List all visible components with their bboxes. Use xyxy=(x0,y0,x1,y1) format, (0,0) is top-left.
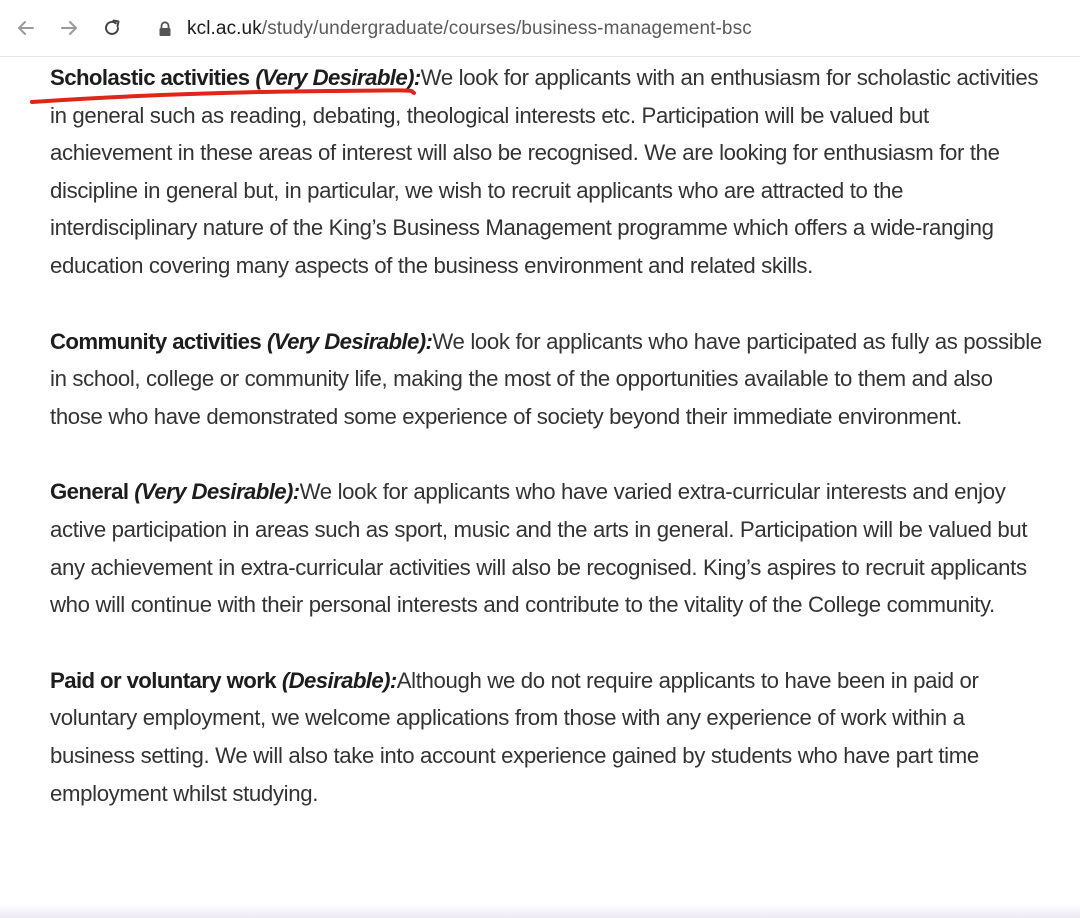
url-host: kcl.ac.uk xyxy=(187,18,262,39)
section-qualifier: (Very Desirable): xyxy=(267,328,433,354)
bottom-edge xyxy=(0,904,1080,918)
section-scholastic xyxy=(50,59,1045,285)
url-path: /study/undergraduate/courses/business-management-bsc xyxy=(261,18,752,39)
section-qualifier: (Very Desirable): xyxy=(134,479,300,505)
section-qualifier: (Desirable): xyxy=(281,667,397,693)
forward-button[interactable] xyxy=(57,16,81,40)
section-body: We look for applicants who have varied extra-curricular interests and enjoy active participation in areas such as sport, music and the arts in general. Participation will be valued but any achievement in extra-curricular activities will also be recognised. King’s aspires to recruit applicants who will continue with their personal interests and contribute to the vitality of the College community. xyxy=(50,479,1028,618)
section-heading: Paid or voluntary work xyxy=(50,667,276,693)
arrow-left-icon xyxy=(15,17,37,39)
section-community xyxy=(50,323,1045,436)
section-heading: Scholastic activities xyxy=(50,65,250,90)
page-content xyxy=(50,59,1045,850)
section-general xyxy=(50,473,1045,623)
arrow-right-icon xyxy=(58,17,80,39)
section-qualifier: (Very Desirable): xyxy=(255,65,421,90)
lock-icon[interactable] xyxy=(158,21,172,37)
section-paid-work xyxy=(50,662,1045,812)
back-button[interactable] xyxy=(14,16,38,40)
section-heading: General xyxy=(50,479,129,505)
reload-icon xyxy=(101,17,123,39)
section-heading: Community activities xyxy=(50,328,262,354)
browser-toolbar xyxy=(0,0,1080,57)
section-body: We look for applicants who have participated as fully as possible in school, college or community life, making the most of the opportunities available to them and also those who have demonstrated some experience of society beyond their immediate environment. xyxy=(50,328,1042,429)
section-body: We look for applicants with an enthusiasm for scholastic activities in general such as reading, debating, theological interests etc. Participation will be valued but achievement in these areas of interest will also be recognised. We are looking for enthusiasm for the discipline in general but, in particular, we wish to recruit applicants who are attracted to the interdisciplinary nature of the King’s Business Management programme which offers a wide-ranging education covering many aspects of the business environment and related skills. xyxy=(50,65,1039,278)
reload-button[interactable] xyxy=(100,16,124,40)
address-bar[interactable] xyxy=(187,15,752,43)
section-body: Although we do not require applicants to have been in paid or voluntary employment, we welcome applications from those with any experience of work within a business setting. We will also take into account experience gained by students who have part time employment whilst studying. xyxy=(50,667,979,806)
